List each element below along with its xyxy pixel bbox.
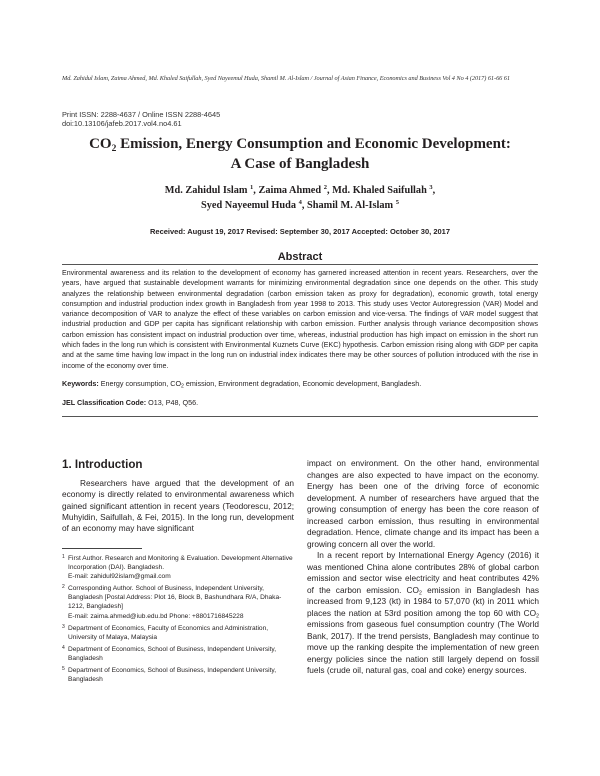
left-column-body bbox=[62, 478, 294, 534]
issn-block bbox=[62, 110, 220, 129]
footnote-mark: 4 bbox=[62, 644, 65, 651]
author-name: Shamil M. Al-Islam bbox=[307, 199, 394, 211]
intro-paragraph: Researchers have argued that the development of an economy is directly related to environmental awareness which gained significant attention in recent years (Teodorescu, 2012; Muhyidin, Saifullah, & Fei, 2015). In the long run, development of an economy may have significant bbox=[62, 478, 294, 533]
jel-line bbox=[62, 398, 538, 408]
author-name: Md. Khaled Saifullah bbox=[332, 185, 427, 196]
keywords-text-b: emission, Environment degradation, Economic development, Bangladesh. bbox=[183, 379, 422, 388]
abstract-body: Environmental awareness and its relation to the development of economy has garnered increased attention in recent years. Researchers, over the years, have argued that sustainable development warrants for minimizing environmental degradation since one depends on the other. This study analyzes the relationship between environmental degradation (carbon emission taken as proxy for degradation), economic growth, total energy consumption and industrial production index growth in Bangladesh from year 1998 to 2013. This study uses Vector Autoregression (VAR) Model and variance decomposition of VAR to analyze the effect of these variables on carbon emission and vice-versa. The findings of VAR model suggest that industrial production and GDP per capita has significant relationship with carbon emission. Further analysis through variance decomposition shows carbon emission has consistent impact on industrial production over time, whereas, industrial production has high impact on emission in the short run which fades in the long run which is consistent with Environmental Kuznets Curve (EKC) hypothesis. Carbon emission rising along with GDP per capita and at the same time having low impact in the long run on industrial index indicates there may be other sources of pollution introduced with the rise in income of the economy over time. bbox=[62, 269, 538, 370]
para2-subscript: 2 bbox=[419, 590, 422, 596]
footnote bbox=[62, 624, 294, 642]
author-name: Zaima Ahmed bbox=[258, 185, 322, 196]
author-separator: , bbox=[253, 185, 259, 196]
jel-codes: O13, P48, Q56. bbox=[146, 398, 199, 407]
author-affil-mark: 2 bbox=[323, 184, 327, 191]
footnote-text: Department of Economics, School of Business, Independent University, Bangladesh bbox=[68, 645, 277, 662]
keywords-line bbox=[62, 379, 538, 389]
footnote bbox=[62, 584, 294, 620]
title-part2: Emission, Energy Consumption and Economic Development: bbox=[116, 136, 511, 152]
author-name: Syed Nayeemul Huda bbox=[201, 199, 297, 211]
author-affil-mark: 3 bbox=[429, 184, 433, 191]
para2-text-a: In a recent report by International Energy Agency (2016) it was mentioned China alone contributes 28% of global carbon emission and sector wise electricity and heat contributes 42% of the carbon emission. CO bbox=[307, 550, 539, 595]
footnote-divider bbox=[62, 548, 142, 549]
footnote-text: Department of Economics, Faculty of Economics and Administration, University of Malaya, Malaysia bbox=[68, 624, 269, 641]
section-heading-introduction: 1. Introduction bbox=[62, 458, 143, 471]
page-edge-shadow bbox=[588, 0, 600, 776]
author-separator: , bbox=[432, 185, 436, 196]
author-affil-mark: 4 bbox=[298, 198, 302, 206]
footnotes bbox=[62, 554, 294, 687]
right-column-body bbox=[307, 458, 539, 677]
abstract-divider bbox=[62, 264, 538, 265]
right-paragraph-2 bbox=[307, 550, 539, 677]
author-separator: , bbox=[301, 199, 308, 211]
title-subscript: 2 bbox=[111, 144, 117, 154]
title-line2: A Case of Bangladesh bbox=[230, 156, 370, 172]
author-affil-mark: 1 bbox=[250, 184, 254, 191]
author-name: Md. Zahidul Islam bbox=[164, 185, 248, 196]
para2-subscript: 2 bbox=[536, 613, 539, 619]
title-part1: CO bbox=[89, 136, 112, 152]
author-affil-mark: 5 bbox=[395, 198, 399, 206]
footnote-mark: 1 bbox=[62, 554, 65, 560]
right-paragraph-1: impact on environment. On the other hand, environmental changes are also expected to have impact on the economy. Energy has been one of the driving force of economic development. A number of researchers have argued that the growing consumption of energy has been the core reason of increased carbon emission, thus resulting in environmental degradation. Hence, climate change and its impact has been a growing concern all over the world. bbox=[307, 458, 539, 549]
keywords-text-a: Energy consumption, CO bbox=[98, 379, 182, 388]
issn-line: Print ISSN: 2288-4637 / Online ISSN 2288-4645 bbox=[62, 110, 221, 119]
footnote-mark: 3 bbox=[62, 623, 65, 630]
footnote-text: Department of Economics, School of Business, Independent University, Bangladesh bbox=[68, 667, 277, 684]
footnote-text: First Author. Research and Monitoring & Evaluation. Development Alternative Incorporation (DAI). Bangladesh. E-mail: zahidul92islam@gmail.com bbox=[68, 555, 293, 581]
footnote bbox=[62, 554, 294, 581]
footnote bbox=[62, 666, 294, 684]
footnote-mark: 5 bbox=[62, 666, 65, 673]
doi-line: doi:10.13106/jafeb.2017.vol4.no4.61 bbox=[62, 119, 182, 129]
section-divider bbox=[62, 416, 538, 417]
author-separator: , bbox=[326, 185, 333, 196]
footnote-mark: 2 bbox=[62, 584, 65, 591]
received-dates: Received: August 19, 2017 Revised: September 30, 2017 Accepted: October 30, 2017 bbox=[150, 227, 450, 236]
keywords-label: Keywords: bbox=[62, 379, 99, 388]
para2-text-b: emission in Bangladesh has increased from 9,123 (kt) in 1984 to 57,070 (kt) in 2011 which places the nation at 53rd position among the top 60 with CO bbox=[307, 584, 540, 618]
footnote-text: Corresponding Author. School of Business, Independent University, Bangladesh [Postal Address: Plot 16, Block B, Bashundhara R/A, Dhaka-1212, Bangladesh] E-mail: zaima.ahmed@iub.edu.bd Phone: +8801716845228 bbox=[68, 585, 282, 620]
author-list bbox=[62, 184, 538, 213]
running-header: Md. Zahidul Islam, Zaima Ahmed, Md. Khaled Saifullah, Syed Nayeemul Huda, Shamil M. Al-Islam / Journal of Asian Finance, Economics and Business Vol 4 No 4 (2017) 61-66 61 bbox=[62, 75, 510, 82]
para2-text-c: emissions from gaseous fuel consumption country (The World Bank, 2017). If the trend persists, Bangladesh may continue to move up the ranking despite the implementation of new green energy policies since the nation still largely depend on fossil fuels (crude oil, natural gas, coal and coke) energy sources. bbox=[307, 619, 539, 675]
paper-title bbox=[62, 134, 538, 174]
abstract-heading: Abstract bbox=[277, 251, 323, 263]
footnote bbox=[62, 645, 294, 663]
keywords-subscript: 2 bbox=[181, 383, 184, 390]
jel-label: JEL Classification Code: bbox=[62, 398, 147, 407]
